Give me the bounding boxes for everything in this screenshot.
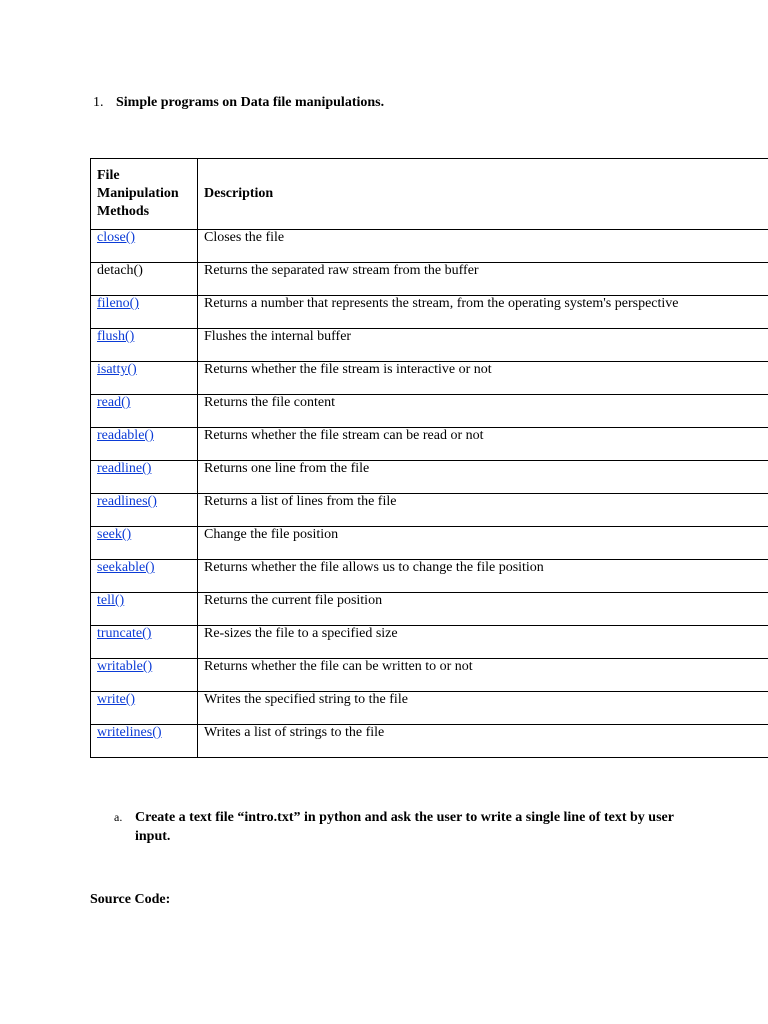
table-row: [91, 659, 768, 692]
method-cell: [91, 428, 198, 461]
table-row: [91, 296, 768, 329]
method-cell: [91, 362, 198, 395]
method-description: Returns whether the file stream is interactive or not: [204, 362, 492, 377]
table-row: [91, 593, 768, 626]
section-heading: [93, 94, 384, 112]
description-cell: [198, 626, 768, 659]
method-link[interactable]: readable(): [97, 428, 154, 443]
method-description: Returns whether the file allows us to change the file position: [204, 560, 544, 575]
method-cell: [91, 329, 198, 362]
description-cell: [198, 362, 768, 395]
method-description: Re-sizes the file to a specified size: [204, 626, 398, 641]
table-row: [91, 230, 768, 263]
table-row: [91, 395, 768, 428]
method-cell: [91, 494, 198, 527]
table-row: [91, 725, 768, 758]
method-description: Closes the file: [204, 230, 285, 245]
description-cell: [198, 692, 768, 725]
description-cell: [198, 461, 768, 494]
table-row: [91, 329, 768, 362]
description-cell: [198, 725, 768, 758]
description-cell: [198, 659, 768, 692]
method-cell: [91, 692, 198, 725]
method-link[interactable]: writable(): [97, 659, 153, 674]
table-body: [91, 230, 768, 758]
table-row: [91, 461, 768, 494]
section-title: Simple programs on Data file manipulations.: [116, 95, 385, 110]
method-description: Returns the file content: [204, 395, 336, 410]
method-link[interactable]: writelines(): [97, 725, 162, 740]
table-row: [91, 428, 768, 461]
section-number: 1.: [93, 95, 104, 110]
method-cell: [91, 461, 198, 494]
method-description: Writes a list of strings to the file: [204, 725, 385, 740]
method-cell: [91, 230, 198, 263]
table-row: [91, 626, 768, 659]
method-description: Returns the current file position: [204, 593, 383, 608]
description-cell: [198, 329, 768, 362]
description-cell: [198, 494, 768, 527]
method-link[interactable]: write(): [97, 692, 136, 707]
table-row: [91, 692, 768, 725]
file-methods-table: [90, 158, 768, 758]
method-cell: [91, 593, 198, 626]
description-cell: [198, 527, 768, 560]
table-row: [91, 494, 768, 527]
method-link[interactable]: fileno(): [97, 296, 139, 311]
header-description: Description: [198, 159, 768, 230]
method-description: Returns whether the file can be written to or not: [204, 659, 473, 674]
method-description: Returns one line from the file: [204, 461, 370, 476]
method-link[interactable]: flush(): [97, 329, 135, 344]
method-link[interactable]: readline(): [97, 461, 152, 476]
method-link[interactable]: seek(): [97, 527, 132, 542]
description-cell: [198, 230, 768, 263]
header-methods: File Manipulation Methods: [91, 159, 198, 230]
description-cell: [198, 395, 768, 428]
table-row: [91, 263, 768, 296]
task-text: Create a text file “intro.txt” in python and ask the user to write a single line of text by user input.: [135, 810, 674, 844]
method-description: Returns a number that represents the stream, from the operating system's perspective: [204, 296, 679, 311]
method-link[interactable]: tell(): [97, 593, 125, 608]
method-description: Writes the specified string to the file: [204, 692, 408, 707]
method-cell: [91, 263, 198, 296]
method-description: Returns a list of lines from the file: [204, 494, 397, 509]
method-link[interactable]: readlines(): [97, 494, 157, 509]
method-name: detach(): [97, 263, 143, 278]
description-cell: [198, 296, 768, 329]
description-cell: [198, 593, 768, 626]
method-link[interactable]: isatty(): [97, 362, 137, 377]
method-cell: [91, 659, 198, 692]
method-cell: [91, 560, 198, 593]
description-cell: [198, 560, 768, 593]
method-link[interactable]: truncate(): [97, 626, 152, 641]
method-description: Returns whether the file stream can be read or not: [204, 428, 484, 443]
method-cell: [91, 725, 198, 758]
description-cell: [198, 263, 768, 296]
task-item: [114, 808, 674, 846]
method-description: Change the file position: [204, 527, 339, 542]
method-cell: [91, 296, 198, 329]
method-cell: [91, 395, 198, 428]
method-cell: [91, 626, 198, 659]
description-cell: [198, 428, 768, 461]
table-row: [91, 560, 768, 593]
method-cell: [91, 527, 198, 560]
method-link[interactable]: seekable(): [97, 560, 155, 575]
task-letter: a.: [114, 810, 123, 824]
method-description: Flushes the internal buffer: [204, 329, 352, 344]
table-header-row: [91, 159, 768, 230]
table-row: [91, 362, 768, 395]
source-code-label: Source Code:: [90, 892, 171, 907]
method-link[interactable]: close(): [97, 230, 136, 245]
method-link[interactable]: read(): [97, 395, 131, 410]
table-row: [91, 527, 768, 560]
method-description: Returns the separated raw stream from the buffer: [204, 263, 479, 278]
